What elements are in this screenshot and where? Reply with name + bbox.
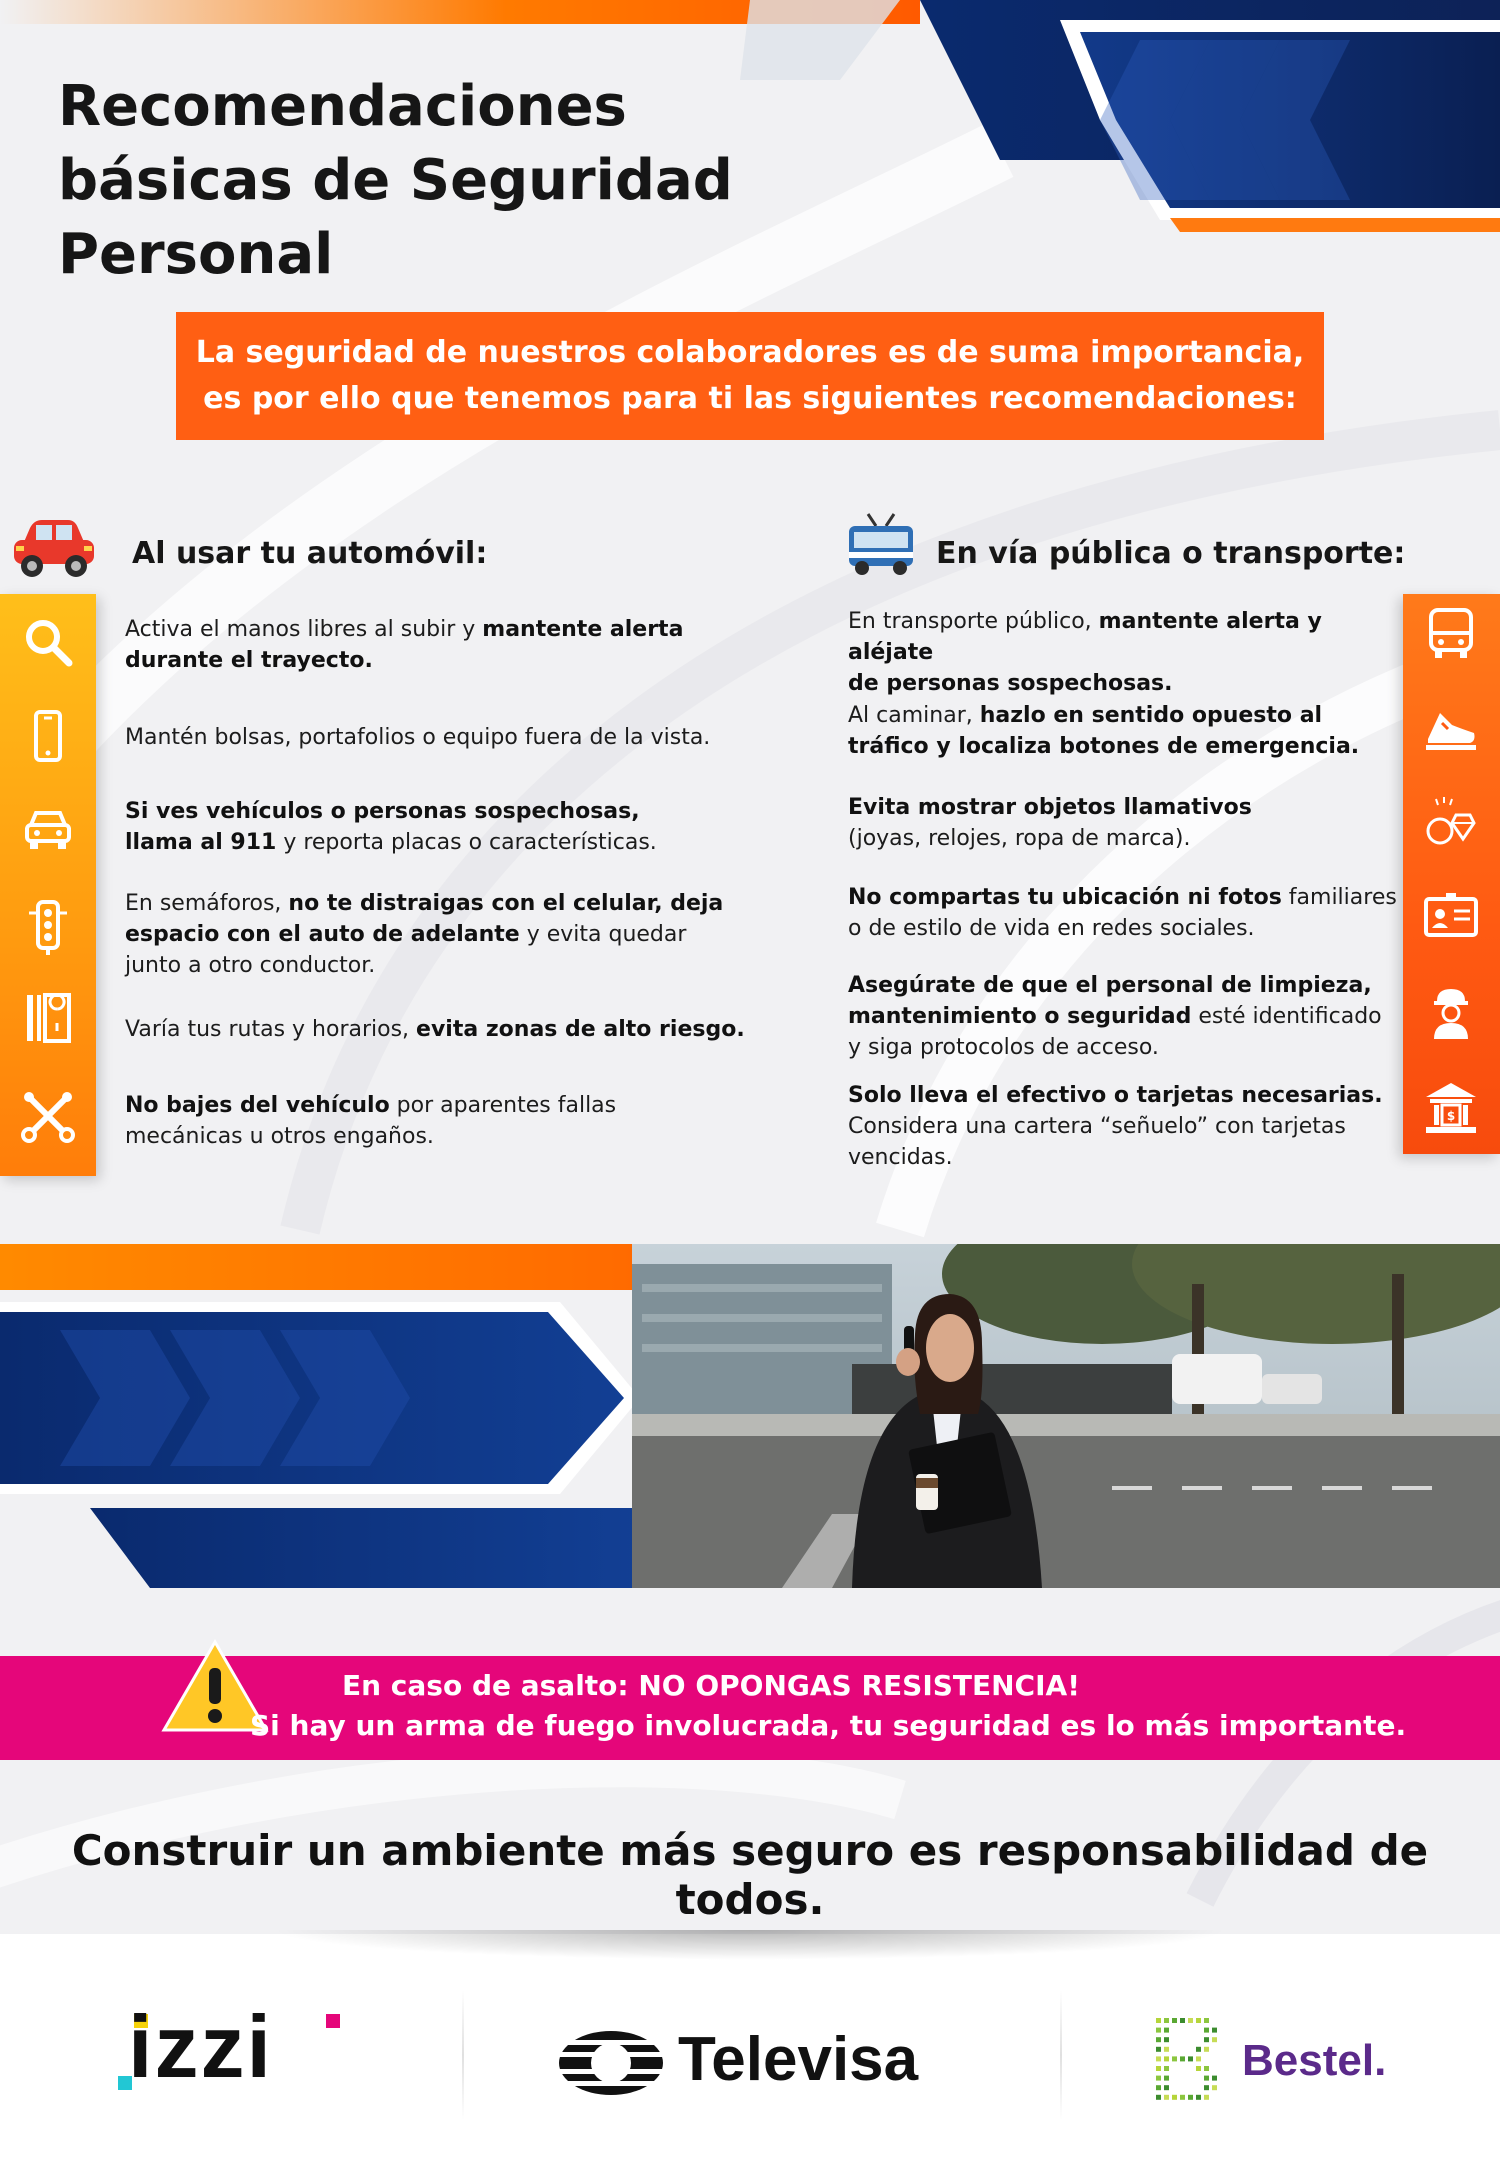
banner-chevron-art bbox=[0, 1240, 640, 1594]
transport-tip-line bbox=[848, 792, 1408, 823]
izzi-logo bbox=[118, 1997, 358, 2110]
search-icon bbox=[19, 613, 77, 671]
transport-tip-line bbox=[848, 1142, 1408, 1173]
bold-text: mantente alerta y aléjate bbox=[848, 609, 1322, 665]
body-text: familiares bbox=[1281, 885, 1397, 910]
car-tip-3 bbox=[125, 796, 745, 858]
transport-tip-line bbox=[848, 1032, 1408, 1063]
bold-text: durante el trayecto. bbox=[125, 648, 373, 673]
title-line-1: Recomendaciones bbox=[58, 74, 627, 139]
body-text: Al caminar, bbox=[848, 703, 980, 728]
transport-tip-line bbox=[848, 1001, 1408, 1032]
car-front-icon bbox=[19, 801, 77, 859]
car-tip-line bbox=[125, 919, 745, 950]
izzi-dot-magenta bbox=[326, 2014, 340, 2028]
transport-tip-line bbox=[848, 823, 1408, 854]
bus-icon bbox=[1422, 605, 1480, 663]
jewelry-icon bbox=[1422, 793, 1480, 851]
bold-text: mantenimiento o seguridad bbox=[848, 1004, 1192, 1029]
transport-tip-line bbox=[848, 913, 1408, 944]
svg-text:$: $ bbox=[1446, 1109, 1456, 1123]
body-text: y evita quedar bbox=[519, 922, 687, 947]
logo-divider bbox=[462, 1990, 464, 2120]
traffic-light-icon bbox=[19, 899, 77, 957]
bold-text: hazlo en sentido opuesto al bbox=[979, 703, 1323, 728]
transport-tip-line bbox=[848, 731, 1408, 762]
bold-text: Si ves vehículos o personas sospechosas, bbox=[125, 799, 640, 824]
bold-text: no te distraigas con el celular, deja bbox=[288, 891, 724, 916]
car-tip-5 bbox=[125, 1014, 745, 1045]
transport-tip-line bbox=[848, 970, 1408, 1001]
body-text: junto a otro conductor. bbox=[125, 953, 376, 978]
transport-tip-1 bbox=[848, 606, 1408, 699]
intro-banner bbox=[176, 312, 1324, 440]
transport-tip-line bbox=[848, 606, 1408, 668]
car-tip-line bbox=[125, 888, 745, 919]
bold-text: mantente alerta bbox=[482, 617, 684, 642]
transport-tip-4 bbox=[848, 882, 1408, 944]
televisa-logo bbox=[556, 2022, 976, 2112]
car-tip-line bbox=[125, 1090, 745, 1121]
bold-text: tráfico y localiza botones de emergencia. bbox=[848, 734, 1360, 759]
page-title bbox=[58, 70, 998, 292]
intro-text bbox=[196, 330, 1305, 422]
bold-text: de personas sospechosas. bbox=[848, 671, 1173, 696]
closing-message: Construir un ambiente más seguro es responsabilidad de todos. bbox=[71, 1826, 1429, 1924]
car-tip-line bbox=[125, 827, 745, 858]
transport-tip-3 bbox=[848, 792, 1408, 854]
transport-tip-line bbox=[848, 668, 1408, 699]
logo-strip-shadow bbox=[270, 1930, 1230, 1960]
body-text: En transporte público, bbox=[848, 609, 1099, 634]
bold-text: No bajes del vehículo bbox=[125, 1093, 390, 1118]
body-text: mecánicas u otros engaños. bbox=[125, 1124, 434, 1149]
bold-text: Asegúrate de que el personal de limpieza, bbox=[848, 973, 1372, 998]
worker-icon bbox=[1422, 983, 1480, 1041]
car-tip-4 bbox=[125, 888, 745, 981]
transport-tip-line bbox=[848, 1080, 1408, 1111]
body-text: Mantén bolsas, portafolios o equipo fuera de la vista. bbox=[125, 725, 711, 750]
logo-divider bbox=[1060, 1990, 1062, 2120]
body-text: Activa el manos libres al subir y bbox=[125, 617, 483, 642]
bank-icon bbox=[1422, 1079, 1480, 1137]
televisa-eye-icon bbox=[556, 2028, 666, 2098]
transport-side-icon-bar bbox=[1403, 594, 1500, 1154]
wrench-tools-icon bbox=[19, 1087, 77, 1145]
bold-text: Evita mostrar objetos llamativos bbox=[848, 795, 1252, 820]
trolleybus-icon bbox=[846, 512, 916, 578]
alert-line-1: En caso de asalto: NO OPONGAS RESISTENCIA! bbox=[342, 1669, 1080, 1702]
car-tip-line bbox=[125, 950, 745, 981]
route-map-icon bbox=[19, 989, 77, 1047]
car-tip-line bbox=[125, 796, 745, 827]
body-text: y siga protocolos de acceso. bbox=[848, 1035, 1159, 1060]
businesswoman-photo bbox=[632, 1244, 1500, 1588]
alert-text bbox=[250, 1666, 1430, 1746]
bold-text: Solo lleva el efectivo o tarjetas necesarias. bbox=[848, 1083, 1383, 1108]
smartphone-icon bbox=[19, 707, 77, 765]
izzi-logo-text: izzi bbox=[128, 1997, 273, 2096]
intro-line-2: es por ello que tenemos para ti las siguientes recomendaciones: bbox=[203, 381, 1297, 416]
body-text: esté identificado bbox=[1191, 1004, 1382, 1029]
car-icon bbox=[12, 518, 96, 580]
car-section-title: Al usar tu automóvil: bbox=[132, 536, 488, 571]
televisa-logo-text: Televisa bbox=[678, 2025, 919, 2094]
transport-tip-line bbox=[848, 1111, 1408, 1142]
alert-line-2: Si hay un arma de fuego involucrada, tu seguridad es lo más importante. bbox=[250, 1709, 1407, 1742]
intro-line-1: La seguridad de nuestros colaboradores es de suma importancia, bbox=[195, 335, 1305, 370]
car-tip-6 bbox=[125, 1090, 745, 1152]
body-text: (joyas, relojes, ropa de marca). bbox=[848, 826, 1191, 851]
body-text: En semáforos, bbox=[125, 891, 289, 916]
transport-tip-line bbox=[848, 882, 1408, 913]
bestel-logo-text: Bestel. bbox=[1242, 2036, 1387, 2085]
transport-section-title: En vía pública o transporte: bbox=[936, 536, 1406, 571]
body-text: o de estilo de vida en redes sociales. bbox=[848, 916, 1255, 941]
transport-tip-6 bbox=[848, 1080, 1408, 1173]
transport-tip-2 bbox=[848, 700, 1408, 762]
bold-text: llama al 911 bbox=[125, 830, 277, 855]
car-tip-line bbox=[125, 1121, 745, 1152]
body-text: Varía tus rutas y horarios, bbox=[125, 1017, 417, 1042]
car-tip-1 bbox=[125, 614, 745, 676]
car-side-icon-bar bbox=[0, 594, 96, 1176]
bold-text: No compartas tu ubicación ni fotos bbox=[848, 885, 1282, 910]
transport-tip-line bbox=[848, 700, 1408, 731]
body-text: por aparentes fallas bbox=[389, 1093, 617, 1118]
running-shoe-icon bbox=[1422, 699, 1480, 757]
bestel-logo bbox=[1156, 2018, 1416, 2118]
body-text: Considera una cartera “señuelo” con tarjetas bbox=[848, 1114, 1346, 1139]
bold-text: espacio con el auto de adelante bbox=[125, 922, 520, 947]
bold-text: evita zonas de alto riesgo. bbox=[416, 1017, 745, 1042]
body-text: y reporta placas o características. bbox=[276, 830, 657, 855]
transport-tip-5 bbox=[848, 970, 1408, 1063]
car-tip-line bbox=[125, 722, 745, 753]
bestel-b-icon bbox=[1156, 2018, 1220, 2106]
body-text: vencidas. bbox=[848, 1145, 953, 1170]
id-card-icon bbox=[1422, 887, 1480, 945]
car-tip-line bbox=[125, 614, 745, 645]
title-line-2: básicas de Seguridad Personal bbox=[58, 148, 733, 287]
car-tip-line bbox=[125, 645, 745, 676]
car-tip-2 bbox=[125, 722, 745, 753]
car-tip-line bbox=[125, 1014, 745, 1045]
